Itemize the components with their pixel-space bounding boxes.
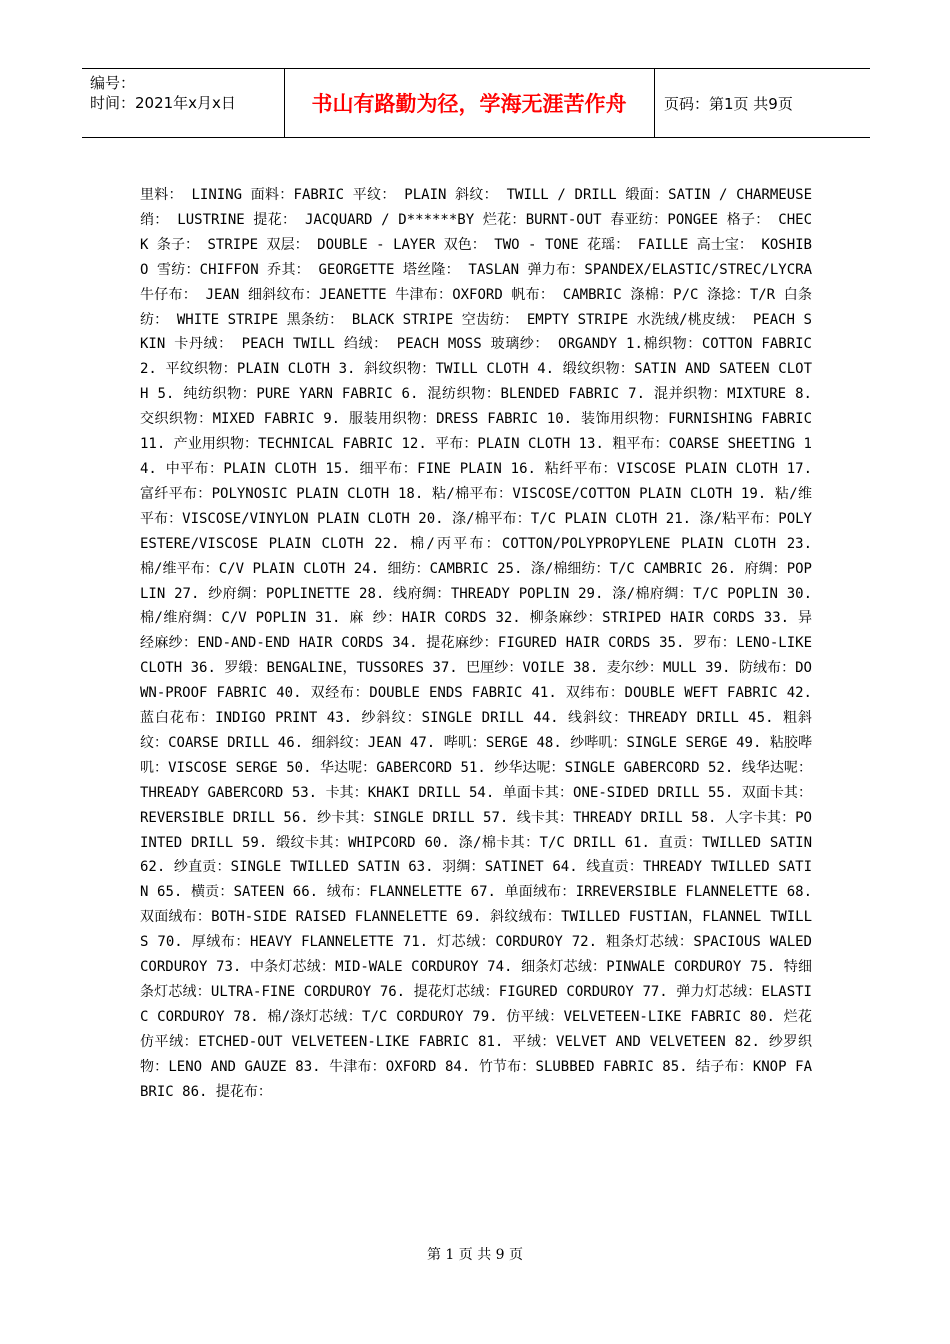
header-motto: 书山有路勤为径，学海无涯苦作舟	[311, 92, 627, 116]
document-date-label: 时间：2021年x月x日	[90, 94, 236, 112]
glossary-body-text: 里料： LINING 面料：FABRIC 平纹： PLAIN 斜纹： TWILL / DRILL 缎面：SATIN / CHARMEUSE 绡： LUSTRINE 提花： JACQUARD / D******BY 烂花：BURNT-OUT 春亚纺：PONGEE 格子： CHECK 条子： STRIPE 双层： DOUBLE - LAYER 双色： TWO - TONE 花瑶： FAILLE 高士宝： KOSHIBO 雪纺：CHIFFON 乔其： GEORGETTE 塔丝隆： TASLAN 弹力布：SPANDEX/ELASTIC/STREC/LYCRA 牛仔布： JEAN 细斜纹布：JEANETTE 牛津布：OXFORD 帆布： CAMBRIC 涤棉：P/C 涤捻：T/R 白条纺： WHITE STRIPE 黑条纺： BLACK STRIPE 空齿纺： EMPTY STRIPE 水洗绒/桃皮绒： PEACH SKIN 卡丹绒： PEACH TWILL 绉绒： PEACH MOSS 玻璃纱： ORGANDY 1.棉织物：COTTON FABRIC 2. 平纹织物：PLAIN CLOTH 3. 斜纹织物：TWILL CLOTH 4. 缎纹织物：SATIN AND SATEEN CLOTH 5. 纯纺织物：PURE YARN FABRIC 6. 混纺织物：BLENDED FABRIC 7. 混并织物：MIXTURE 8. 交织织物：MIXED FABRIC 9. 服装用织物：DRESS FABRIC 10. 装饰用织物：FURNISHING FABRIC 11. 产业用织物：TECHNICAL FABRIC 12. 平布：PLAIN CLOTH 13. 粗平布：COARSE SHEETING 14. 中平布：PLAIN CLOTH 15. 细平布：FINE PLAIN 16. 粘纤平布：VISCOSE PLAIN CLOTH 17. 富纤平布：POLYNOSIC PLAIN CLOTH 18. 粘/棉平布：VISCOSE/COTTON PLAIN CLOTH 19. 粘/维平布：VISCOSE/VINYLON PLAIN CLOTH 20. 涤/棉平布：T/C PLAIN CLOTH 21. 涤/粘平布：POLYESTERE/VISCOSE PLAIN CLOTH 22. 棉/丙平布：COTTON/POLYPROPYLENE PLAIN CLOTH 23. 棉/维平布：C/V PLAIN CLOTH 24. 细纺：CAMBRIC 25. 涤/棉细纺：T/C CAMBRIC 26. 府绸：POPLIN 27. 纱府绸：POPLINETTE 28. 线府绸：THREADY POPLIN 29. 涤/棉府绸：T/C POPLIN 30. 棉/维府绸：C/V POPLIN 31. 麻 纱：HAIR CORDS 32. 柳条麻纱：STRIPED HAIR CORDS 33. 异经麻纱：END-AND-END HAIR CORDS 34. 提花麻纱：FIGURED HAIR CORDS 35. 罗布：LENO-LIKE CLOTH 36. 罗缎：BENGALINE，TUSSORES 37. 巴厘纱：VOILE 38. 麦尔纱：MULL 39. 防绒布：DOWN-PROOF FABRIC 40. 双经布：DOUBLE ENDS FABRIC 41. 双纬布：DOUBLE WEFT FABRIC 42. 蓝白花布：INDIGO PRINT 43. 纱斜纹：SINGLE DRILL 44. 线斜纹：THREADY DRILL 45. 粗斜纹：COARSE DRILL 46. 细斜纹：JEAN 47. 哔叽：SERGE 48. 纱哔叽：SINGLE SERGE 49. 粘胶哔叽：VISCOSE SERGE 50. 华达呢：GABERCORD 51. 纱华达呢：SINGLE GABERCORD 52. 线华达呢：THREADY GABERCORD 53. 卡其：KHAKI DRILL 54. 单面卡其：ONE-SIDED DRILL 55. 双面卡其：REVERSIBLE DRILL 56. 纱卡其：SINGLE DRILL 57. 线卡其：THREADY DRILL 58. 人字卡其：POINTED DRILL 59. 缎纹卡其：WHIPCORD 60. 涤/棉卡其：T/C DRILL 61. 直贡：TWILLED SATIN 62. 纱直贡：SINGLE TWILLED SATIN 63. 羽绸：SATINET 64. 线直贡：THREADY TWILLED SATIN 65. 横贡：SATEEN 66. 绒布：FLANNELETTE 67. 单面绒布：IRREVERSIBLE FLANNELETTE 68. 双面绒布：BOTH-SIDE RAISED FLANNELETTE 69. 斜纹绒布：TWILLED FUSTIAN，FLANNEL TWILLS 70. 厚绒布：HEAVY FLANNELETTE 71. 灯芯绒：CORDUROY 72. 粗条灯芯绒：SPACIOUS WALED CORDUROY 73. 中条灯芯绒：MID-WALE CORDUROY 74. 细条灯芯绒：PINWALE CORDUROY 75. 特细条灯芯绒：ULTRA-FINE CORDUROY 76. 提花灯芯绒：FIGURED CORDUROY 77. 弹力灯芯绒：ELASTIC CORDUROY 78. 棉/涤灯芯绒：T/C CORDUROY 79. 仿平绒：VELVETEEN-LIKE FABRIC 80. 烂花仿平绒：ETCHED-OUT VELVETEEN-LIKE FABRIC 81. 平绒：VELVET AND VELVETEEN 82. 纱罗织物：LENO AND GAUZE 83. 牛津布：OXFORD 84. 竹节布：SLUBBED FABRIC 85. 结子布：KNOP FABRIC 86. 提花布：	[140, 187, 812, 1100]
page-header	[82, 68, 870, 138]
document-number-label: 编号：	[90, 74, 136, 92]
page-footer: 第 1 页 共 9 页	[426, 1247, 524, 1263]
header-meta	[90, 73, 236, 113]
header-divider-right	[654, 69, 655, 137]
header-page-label: 页码：第1页 共9页	[664, 94, 793, 113]
